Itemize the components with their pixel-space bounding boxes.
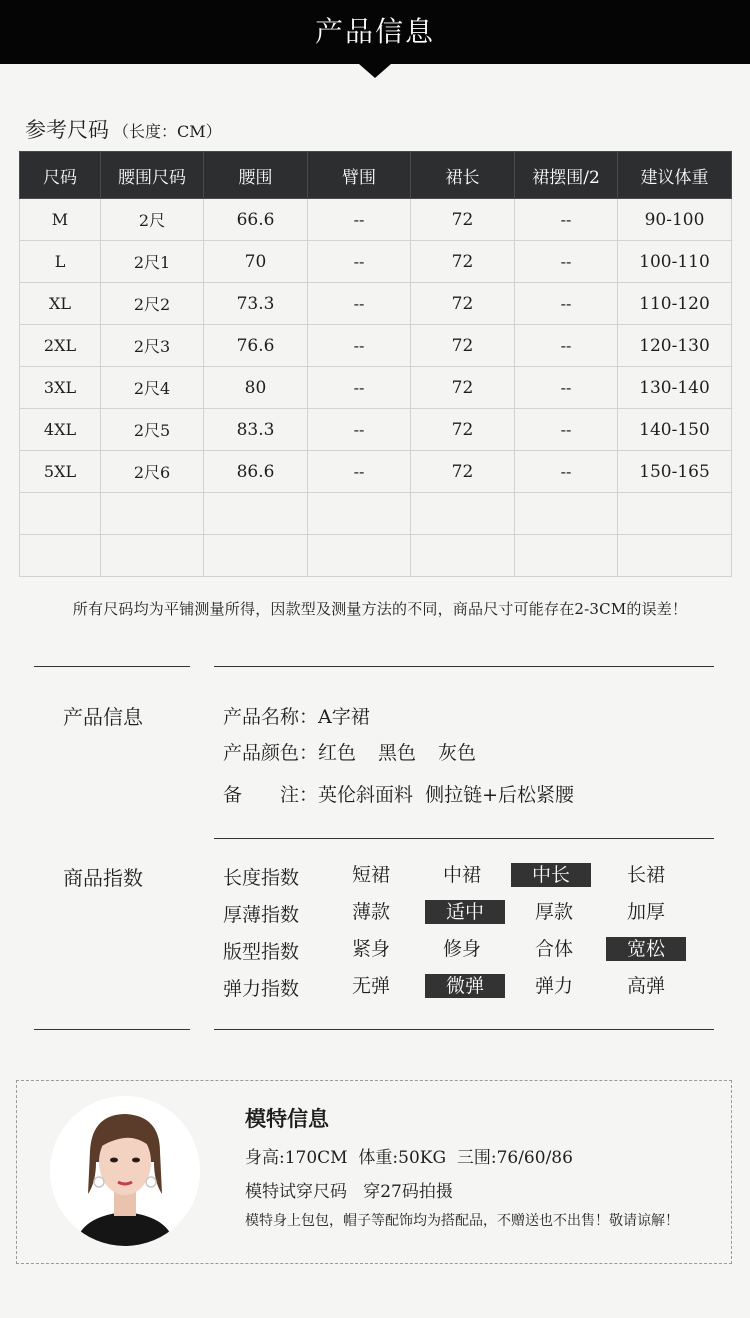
index-row-label: 长度指数 [223, 867, 300, 889]
model-fit-size: 模特试穿尺码 穿27码拍摄 [245, 1182, 453, 1202]
table-cell: 80 [204, 367, 308, 409]
table-cell: 150-165 [618, 451, 732, 493]
table-cell: -- [515, 409, 618, 451]
table-cell: -- [308, 409, 411, 451]
table-cell: 120-130 [618, 325, 732, 367]
index-option: 紧身 [351, 938, 390, 960]
table-cell [515, 493, 618, 535]
table-cell: 73.3 [204, 283, 308, 325]
model-portrait-icon [50, 1096, 200, 1246]
table-cell: -- [308, 367, 411, 409]
index-option: 长裙 [626, 864, 665, 886]
index-option: 高弹 [626, 975, 665, 997]
table-cell: -- [515, 283, 618, 325]
table-cell [20, 493, 101, 535]
table-cell: M [20, 199, 101, 241]
table-cell: 2尺2 [101, 283, 204, 325]
column-header: 尺码 [20, 152, 101, 199]
product-color-label: 产品颜色： [223, 742, 319, 764]
product-index-label: 商品指数 [63, 866, 143, 890]
index-option-selected: 中长 [511, 863, 591, 887]
size-chart-heading [25, 114, 222, 144]
table-cell: 3XL [20, 367, 101, 409]
table-cell: -- [308, 241, 411, 283]
table-cell: 5XL [20, 451, 101, 493]
table-row [20, 325, 732, 367]
table-cell: 72 [411, 409, 515, 451]
measurement-note: 所有尺码均为平铺测量所得，因款型及测量方法的不同，商品尺寸可能存在2-3CM的误差！ [72, 600, 688, 618]
table-cell: 72 [411, 451, 515, 493]
size-chart-title: 参考尺码 [25, 118, 109, 142]
product-name-line [223, 702, 370, 729]
index-option: 厚款 [534, 901, 573, 923]
table-row [20, 451, 732, 493]
index-row-label: 厚薄指数 [223, 904, 300, 926]
table-cell [101, 493, 204, 535]
table-cell: 2XL [20, 325, 101, 367]
divider [34, 1029, 190, 1030]
table-cell: 2尺 [101, 199, 204, 241]
table-cell: -- [308, 325, 411, 367]
table-cell: 66.6 [204, 199, 308, 241]
table-cell: 2尺5 [101, 409, 204, 451]
table-cell: -- [515, 241, 618, 283]
table-cell: 2尺3 [101, 325, 204, 367]
table-cell [618, 493, 732, 535]
index-option: 加厚 [626, 901, 665, 923]
remark-label: 注： [280, 784, 319, 806]
table-cell: 130-140 [618, 367, 732, 409]
table-cell: 72 [411, 283, 515, 325]
divider [214, 838, 714, 839]
page-title: 产品信息 [314, 15, 435, 48]
index-option: 中裙 [442, 864, 481, 886]
table-row [20, 367, 732, 409]
index-option: 短裙 [351, 864, 390, 886]
table-cell: 4XL [20, 409, 101, 451]
table-row [20, 199, 732, 241]
table-cell: XL [20, 283, 101, 325]
table-cell: 110-120 [618, 283, 732, 325]
table-cell: 2尺6 [101, 451, 204, 493]
table-cell: 70 [204, 241, 308, 283]
column-header: 裙摆围/2 [515, 152, 618, 199]
size-table-header-row [20, 152, 732, 199]
size-chart-unit: （长度：CM） [113, 122, 222, 141]
product-info-label: 产品信息 [63, 705, 143, 729]
index-option: 弹力 [534, 975, 573, 997]
size-table [19, 151, 732, 577]
divider [214, 666, 714, 667]
divider [214, 1029, 714, 1030]
table-row-empty [20, 535, 732, 577]
table-cell [411, 535, 515, 577]
table-cell: 72 [411, 367, 515, 409]
banner-pointer-icon [359, 64, 391, 78]
index-option-selected: 适中 [425, 900, 505, 924]
table-row-empty [20, 493, 732, 535]
table-cell: 90-100 [618, 199, 732, 241]
table-cell: 76.6 [204, 325, 308, 367]
product-remark-line [223, 780, 574, 807]
remark-label: 备 [223, 784, 243, 806]
product-name-label: 产品名称： [223, 706, 319, 728]
index-option: 修身 [442, 938, 481, 960]
table-cell [20, 535, 101, 577]
table-cell [618, 535, 732, 577]
table-row [20, 241, 732, 283]
index-option-selected: 宽松 [606, 937, 686, 961]
model-info-title: 模特信息 [245, 1106, 329, 1131]
table-cell: -- [308, 283, 411, 325]
index-row-label: 弹力指数 [223, 978, 300, 1000]
table-cell: -- [308, 199, 411, 241]
table-cell [204, 535, 308, 577]
model-disclaimer: 模特身上包包，帽子等配饰均为搭配品，不赠送也不出售！敬请谅解！ [245, 1213, 679, 1229]
color-option: 红色 [318, 742, 357, 764]
table-cell: 72 [411, 199, 515, 241]
table-cell [515, 535, 618, 577]
color-option: 灰色 [438, 742, 477, 764]
column-header: 建议体重 [618, 152, 732, 199]
index-option: 合体 [534, 938, 573, 960]
table-cell: -- [515, 367, 618, 409]
table-cell [101, 535, 204, 577]
column-header: 腰围尺码 [101, 152, 204, 199]
index-row-label: 版型指数 [223, 941, 300, 963]
divider [34, 666, 190, 667]
table-cell: L [20, 241, 101, 283]
index-option-selected: 微弹 [425, 974, 505, 998]
color-option: 黑色 [378, 742, 417, 764]
table-cell: 2尺1 [101, 241, 204, 283]
table-cell: -- [515, 451, 618, 493]
column-header: 裙长 [411, 152, 515, 199]
table-row [20, 409, 732, 451]
table-cell: 2尺4 [101, 367, 204, 409]
table-cell: -- [515, 199, 618, 241]
table-cell: -- [308, 451, 411, 493]
table-cell [308, 535, 411, 577]
table-cell [308, 493, 411, 535]
model-stats: 身高:170CM 体重:50KG 三围:76/60/86 [245, 1148, 573, 1168]
table-cell [411, 493, 515, 535]
table-cell: 86.6 [204, 451, 308, 493]
column-header: 臂围 [308, 152, 411, 199]
table-row [20, 283, 732, 325]
product-color-line [223, 738, 476, 765]
column-header: 腰围 [204, 152, 308, 199]
table-cell: 72 [411, 241, 515, 283]
table-cell: 140-150 [618, 409, 732, 451]
table-cell [204, 493, 308, 535]
table-cell: -- [515, 325, 618, 367]
table-cell: 83.3 [204, 409, 308, 451]
table-cell: 100-110 [618, 241, 732, 283]
index-option: 无弹 [351, 975, 390, 997]
index-option: 薄款 [351, 901, 390, 923]
product-name-value: A字裙 [318, 706, 370, 728]
table-cell: 72 [411, 325, 515, 367]
remark-value: 英伦斜面料 侧拉链+后松紧腰 [318, 784, 575, 806]
